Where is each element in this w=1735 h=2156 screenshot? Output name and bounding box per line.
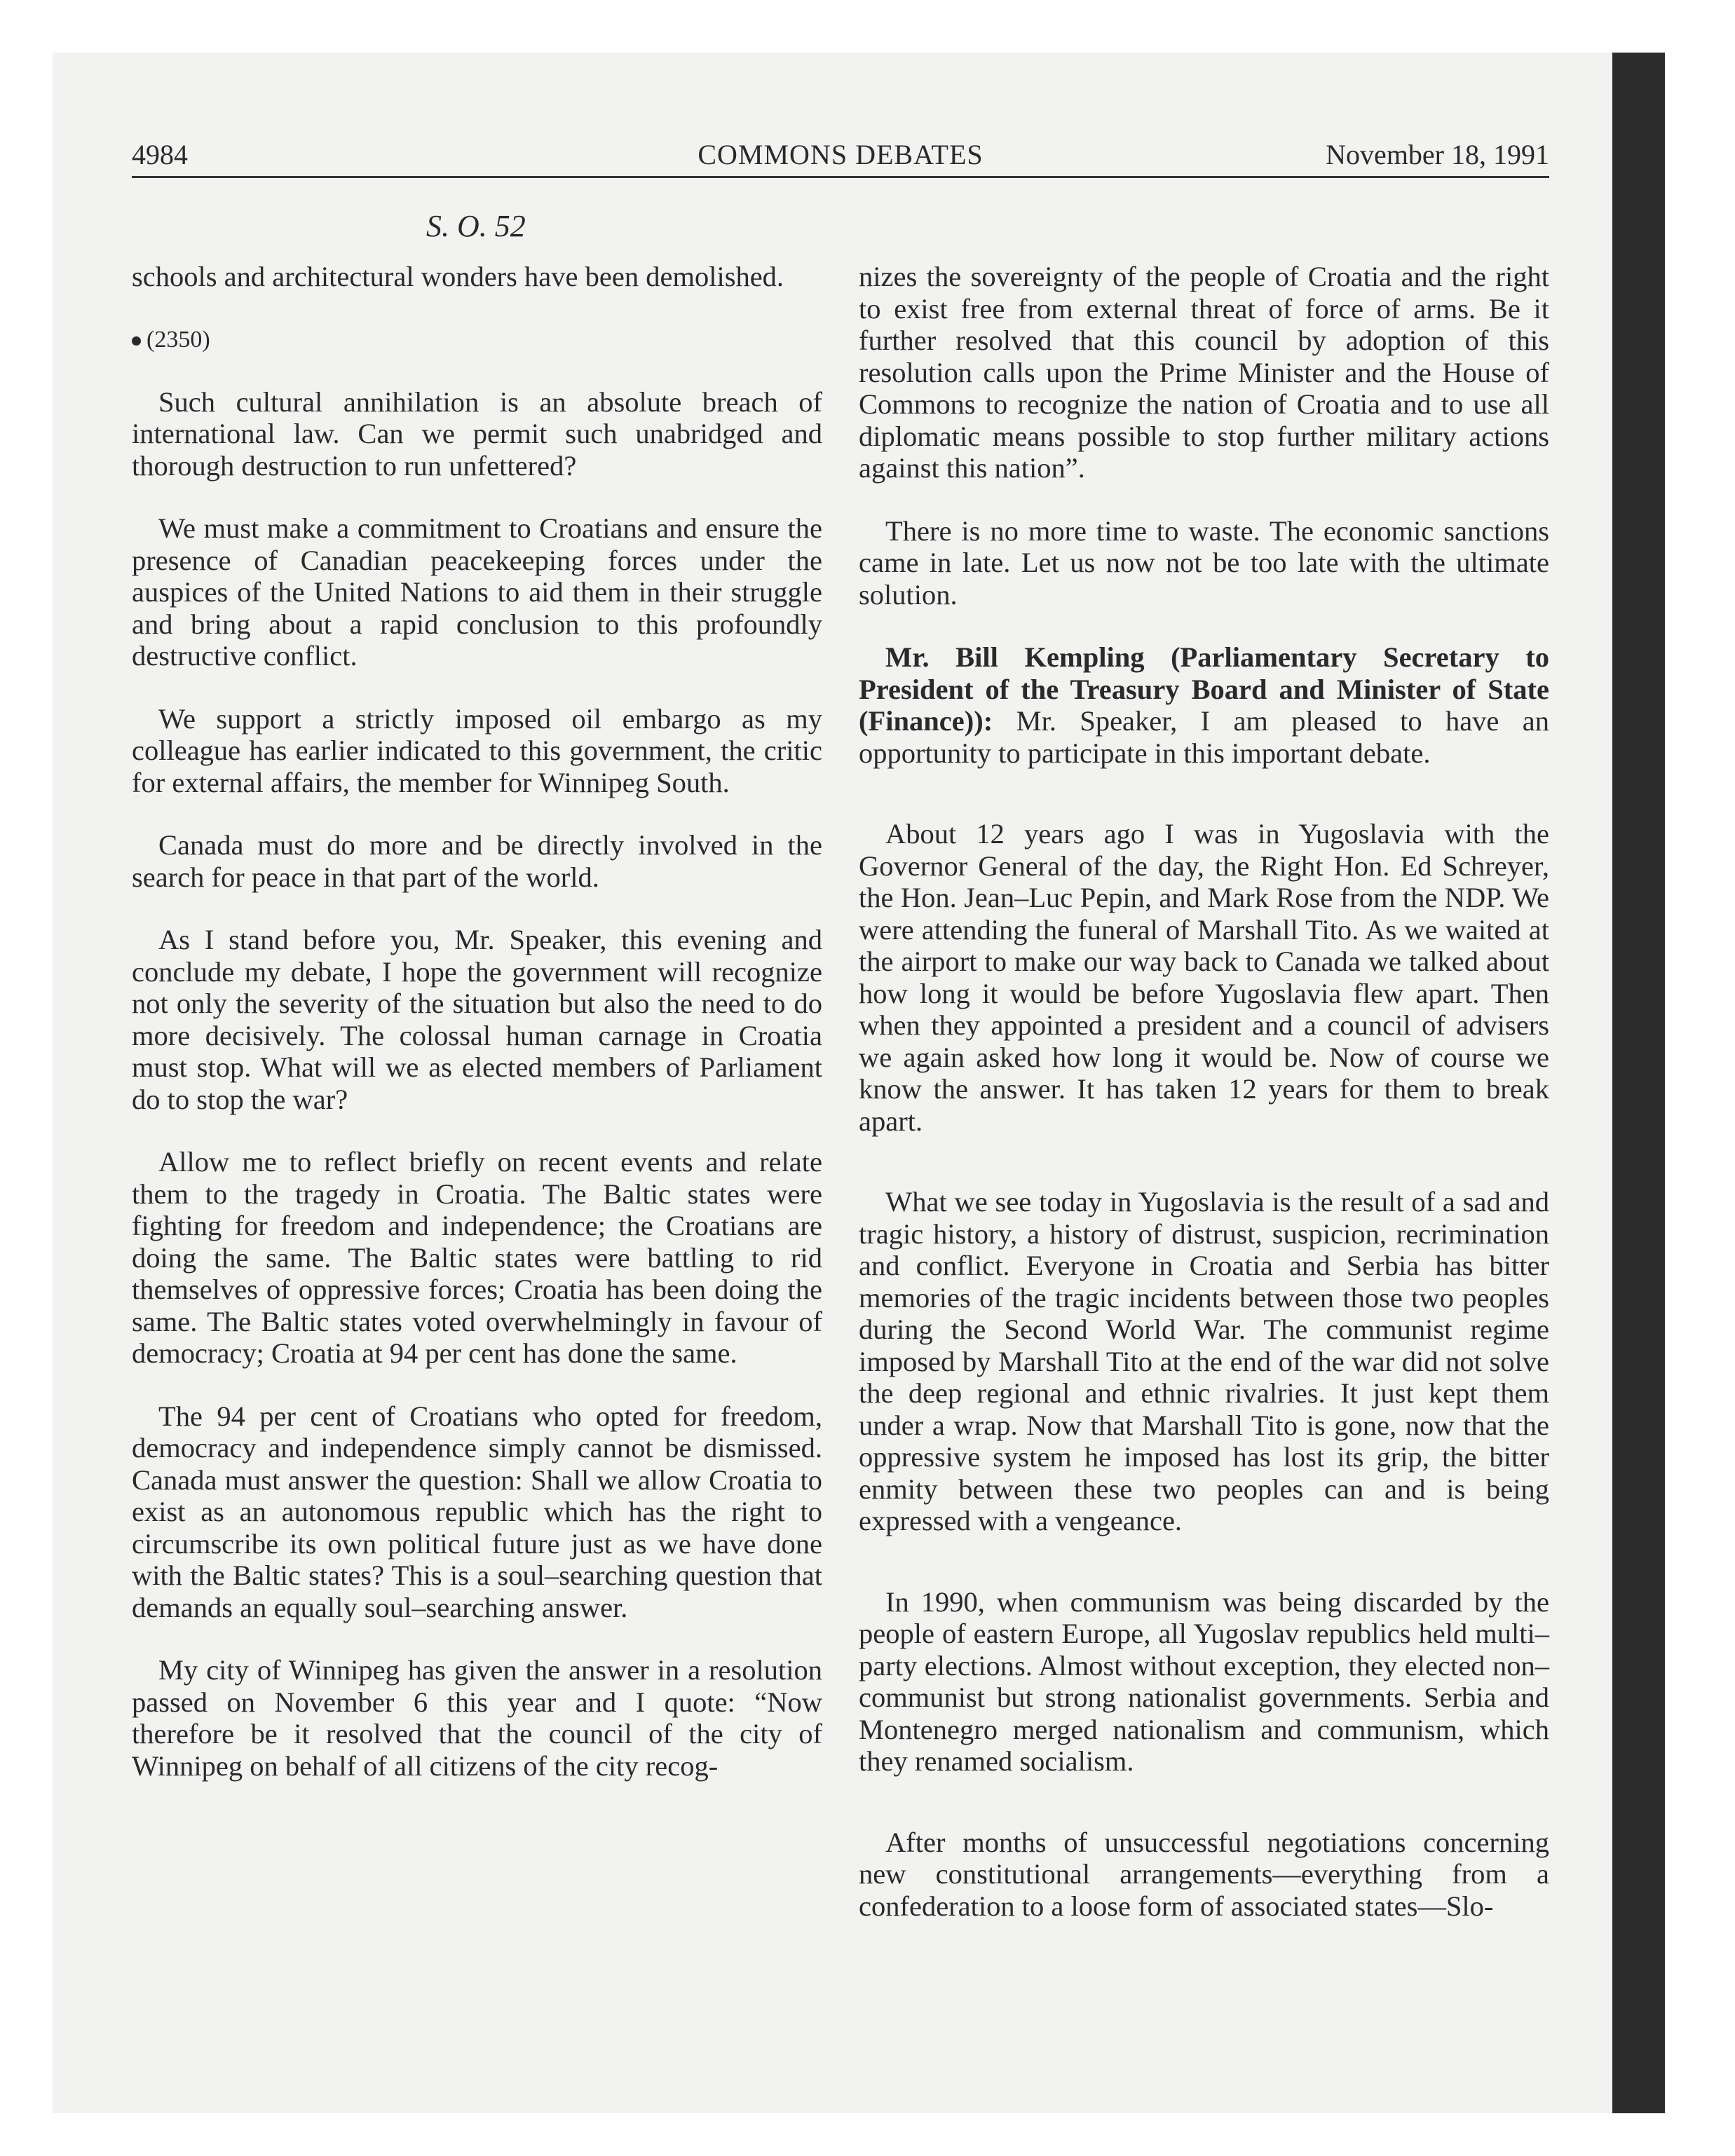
journal-title: COMMONS DEBATES: [698, 139, 984, 170]
speaker-paragraph: [859, 641, 1549, 769]
page-number: 4984: [132, 139, 188, 170]
paragraph: There is no more time to waste. The economic sanctions came in late. Let us now not be too late with the ultimate solution.: [859, 514, 1549, 610]
header-rule: [132, 176, 1549, 178]
speaker-text: Mr. Speaker, I am pleased to have an opportunity to participate in this important debate.: [859, 705, 1549, 769]
time-marker: [132, 324, 822, 355]
paragraph: About 12 years ago I was in Yugoslavia with the Governor General of the day, the Right Hon. Ed Schreyer, the Hon. Jean–Luc Pepin, and Mark Rose from the NDP. We were attending the funeral of Marshall Tito. As we waited at the airport to make our way back to Canada we talked about how long it would be before Yugoslavia flew apart. Then when they appointed a president and a council of advisers we again asked how long it would be. Now of course we know the answer. It has taken 12 years for them to break apart.: [859, 818, 1549, 1137]
paragraph: Canada must do more and be directly involved in the search for peace in that part of the world.: [132, 829, 822, 893]
paragraph: Allow me to reflect briefly on recent events and relate them to the tragedy in Croatia. The Baltic states were fighting for freedom and independence; the Croatians are doing the same. The Baltic states were battling to rid themselves of oppressive forces; Croatia has been doing the same. The Baltic states voted overwhelmingly in favour of democracy; Croatia at 94 per cent has done the same.: [132, 1146, 822, 1369]
page-header: [132, 137, 1549, 179]
paragraph: My city of Winnipeg has given the answer in a resolution passed on November 6 this year and I quote: “Now therefore be it resolved that the council of the city of Winnipeg on behalf of all citizens of the city recog-: [132, 1654, 822, 1782]
paragraph: The 94 per cent of Croatians who opted for freedom, democracy and independence simply cannot be dismissed. Canada must answer the question: Shall we allow Croatia to exist as an autonomous republic which has the right to circumscribe its own political future just as we have done with the Baltic states? This is a soul–searching question that demands an equally soul–searching answer.: [132, 1400, 822, 1623]
time-marker-text: (2350): [147, 326, 210, 353]
paragraph: We must make a commitment to Croatians and ensure the presence of Canadian peacekeeping forces under the auspices of the United Nations to aid them in their struggle and bring about a rapid conclusion to this profoundly destructive conflict.: [132, 512, 822, 671]
paragraph: What we see today in Yugoslavia is the result of a sad and tragic history, a history of distrust, suspicion, recrimination and conflict. Everyone in Croatia and Serbia has bitter memories of the tragic incidents between those two peoples during the Second World War. The communist regime imposed by Marshall Tito at the end of the war did not solve the deep regional and ethnic rivalries. It just kept them under a wrap. Now that Marshall Tito is gone, now that the oppressive system he imposed has lost its grip, the bitter enmity between these two peoples can and is being expressed with a vengeance.: [859, 1186, 1549, 1536]
bullet-icon: [132, 336, 141, 346]
paragraph: We support a strictly imposed oil embargo as my colleague has earlier indicated to this government, the critic for external affairs, the member for Winnipeg South.: [132, 702, 822, 798]
speaker-name: Mr. Bill Kempling (Parliamentary Secretary to President of the Treasury Board and Minister of State (Finance)):: [859, 641, 1549, 737]
paragraph: After months of unsuccessful negotiations concerning new constitutional arrangements—everything from a confederation to a loose form of associated states—Slo-: [859, 1826, 1549, 1922]
left-column: [132, 261, 822, 1813]
scan-dark-edge: [1612, 53, 1665, 2113]
paragraph: schools and architectural wonders have been demolished.: [132, 261, 784, 292]
header-date: November 18, 1991: [1326, 139, 1549, 170]
section-label: S. O. 52: [426, 209, 526, 243]
paragraph: In 1990, when communism was being discarded by the people of eastern Europe, all Yugoslav republics held multi–party elections. Almost without exception, they elected non–communist but strong nationalist governments. Serbia and Montenegro merged nationalism and communism, which they renamed socialism.: [859, 1585, 1549, 1777]
paragraph: Such cultural annihilation is an absolute breach of international law. Can we permit such unabridged and thorough destruction to run unfettered?: [132, 386, 822, 482]
right-column: [859, 261, 1549, 1953]
paragraph: nizes the sovereignty of the people of Croatia and the right to exist free from external threat of force of arms. Be it further resolved that this council by adoption of this resolution calls upon the Prime Minister and the House of Commons to recognize the nation of Croatia and to use all diplomatic means possible to stop further military actions against this nation”.: [859, 261, 1549, 484]
paragraph: As I stand before you, Mr. Speaker, this evening and conclude my debate, I hope the government will recognize not only the severity of the situation but also the need to do more decisively. The colossal human carnage in Croatia must stop. What will we as elected members of Parliament do to stop the war?: [132, 924, 822, 1115]
